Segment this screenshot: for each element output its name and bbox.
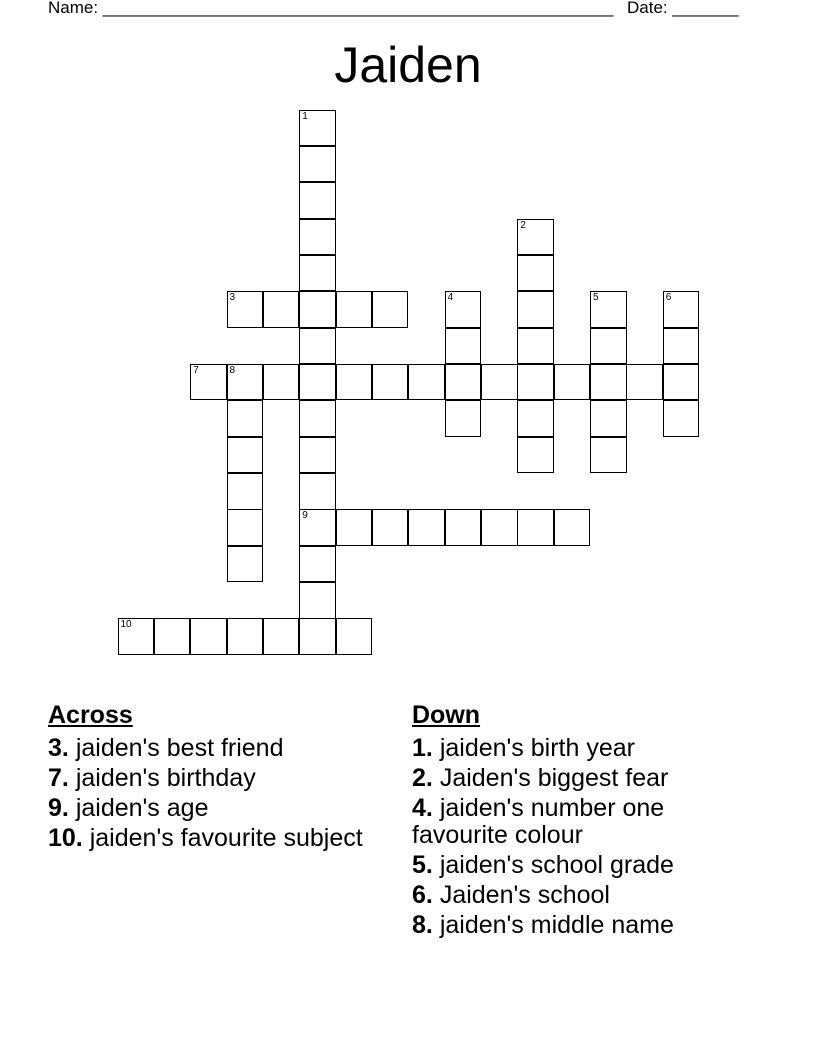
cell-number: 9 xyxy=(302,510,308,522)
grid-cell[interactable] xyxy=(336,291,373,328)
grid-cell[interactable] xyxy=(227,618,264,655)
name-field: Name: ______________________________________________________ xyxy=(48,0,614,17)
cell-number: 7 xyxy=(193,364,199,376)
grid-cell[interactable] xyxy=(626,364,663,401)
grid-cell[interactable] xyxy=(517,291,554,328)
clue-down-8 xyxy=(412,912,742,939)
grid-cell[interactable] xyxy=(299,400,336,437)
grid-cell[interactable] xyxy=(445,291,482,328)
cell-number: 1 xyxy=(302,110,308,122)
grid-cell[interactable] xyxy=(299,618,336,655)
grid-cell[interactable] xyxy=(154,618,191,655)
grid-cell[interactable] xyxy=(299,546,336,583)
cell-number: 2 xyxy=(520,219,526,231)
grid-cell[interactable] xyxy=(517,219,554,256)
cell-number: 6 xyxy=(665,292,672,304)
grid-cell[interactable] xyxy=(227,473,264,510)
grid-cell[interactable] xyxy=(590,291,627,328)
grid-cell[interactable] xyxy=(663,328,700,365)
cell-number: 8 xyxy=(229,364,236,376)
grid-cell[interactable] xyxy=(663,400,700,437)
across-clues xyxy=(48,702,378,855)
cell-number: 5 xyxy=(593,292,599,304)
grid-cell[interactable] xyxy=(481,364,518,401)
grid-cell[interactable] xyxy=(299,291,336,328)
grid-cell[interactable] xyxy=(299,219,336,256)
grid-cell[interactable] xyxy=(372,364,409,401)
grid-cell[interactable] xyxy=(263,364,300,401)
grid-cell[interactable] xyxy=(227,291,264,328)
clue-number: 7. xyxy=(48,764,69,792)
clue-text: jaiden's age xyxy=(75,794,209,822)
grid-cell[interactable] xyxy=(445,364,482,401)
grid-cell[interactable] xyxy=(590,400,627,437)
grid-cell[interactable] xyxy=(227,509,264,546)
clue-number: 4. xyxy=(412,794,433,822)
clue-across-10 xyxy=(48,825,378,852)
clue-number: 5. xyxy=(412,851,433,879)
grid-cell[interactable] xyxy=(299,364,336,401)
cell-number: 4 xyxy=(447,292,454,304)
grid-cell[interactable] xyxy=(299,182,336,219)
grid-cell[interactable] xyxy=(445,328,482,365)
grid-cell[interactable] xyxy=(445,509,482,546)
cell-number: 3 xyxy=(229,292,236,304)
clue-text: Jaiden's biggest fear xyxy=(439,764,669,792)
clue-number: 3. xyxy=(48,734,69,762)
grid-cell[interactable] xyxy=(190,618,227,655)
grid-cell[interactable] xyxy=(517,255,554,292)
grid-cell[interactable] xyxy=(481,509,518,546)
grid-cell[interactable] xyxy=(517,400,554,437)
grid-cell[interactable] xyxy=(445,400,482,437)
clue-down-6 xyxy=(412,882,742,909)
clue-number: 10. xyxy=(48,824,83,852)
grid-cell[interactable] xyxy=(517,364,554,401)
grid-cell[interactable] xyxy=(118,618,155,655)
grid-cell[interactable] xyxy=(299,509,336,546)
grid-cell[interactable] xyxy=(372,509,409,546)
grid-cell[interactable] xyxy=(299,328,336,365)
grid-cell[interactable] xyxy=(663,364,700,401)
grid-cell[interactable] xyxy=(590,437,627,474)
clue-across-7 xyxy=(48,765,378,792)
grid-cell[interactable] xyxy=(408,509,445,546)
clue-down-4 xyxy=(412,795,742,849)
clue-text: jaiden's birth year xyxy=(439,734,635,762)
grid-cell[interactable] xyxy=(517,509,554,546)
grid-cell[interactable] xyxy=(299,582,336,619)
grid-cell[interactable] xyxy=(517,437,554,474)
grid-cell[interactable] xyxy=(299,473,336,510)
grid-cell[interactable] xyxy=(299,110,336,147)
clue-number: 8. xyxy=(412,911,433,939)
clue-text: jaiden's school grade xyxy=(439,851,674,879)
grid-cell[interactable] xyxy=(336,509,373,546)
grid-cell[interactable] xyxy=(227,546,264,583)
clue-number: 1. xyxy=(412,734,433,762)
cell-number: 10 xyxy=(120,619,132,631)
grid-cell[interactable] xyxy=(299,255,336,292)
clue-text: Jaiden's school xyxy=(439,881,610,909)
clue-number: 2. xyxy=(412,764,433,792)
grid-cell[interactable] xyxy=(227,437,264,474)
clue-text: jaiden's favourite subject xyxy=(89,824,363,852)
grid-cell[interactable] xyxy=(299,146,336,183)
grid-cell[interactable] xyxy=(663,291,700,328)
grid-cell[interactable] xyxy=(227,400,264,437)
grid-cell[interactable] xyxy=(408,364,445,401)
down-heading: Down xyxy=(412,701,481,729)
grid-cell[interactable] xyxy=(590,364,627,401)
page-title: Jaiden xyxy=(334,37,482,93)
date-field: Date: _______ xyxy=(627,0,739,17)
clue-text: jaiden's birthday xyxy=(75,764,256,792)
clue-down-1 xyxy=(412,735,742,762)
grid-cell[interactable] xyxy=(554,509,591,546)
grid-cell[interactable] xyxy=(517,328,554,365)
grid-cell[interactable] xyxy=(336,364,373,401)
grid-cell[interactable] xyxy=(263,618,300,655)
grid-cell[interactable] xyxy=(336,618,373,655)
clue-across-3 xyxy=(48,735,378,762)
down-clues xyxy=(412,702,742,942)
grid-cell[interactable] xyxy=(372,291,409,328)
clue-text: jaiden's number one favourite colour xyxy=(412,794,665,849)
grid-cell[interactable] xyxy=(227,364,264,401)
clue-across-9 xyxy=(48,795,378,822)
grid-cell[interactable] xyxy=(299,437,336,474)
clue-down-2 xyxy=(412,765,742,792)
grid-cell[interactable] xyxy=(263,291,300,328)
clue-number: 9. xyxy=(48,794,69,822)
clue-text: jaiden's middle name xyxy=(439,911,674,939)
grid-cell[interactable] xyxy=(190,364,227,401)
clue-text: jaiden's best friend xyxy=(75,734,284,762)
across-heading: Across xyxy=(48,701,133,729)
grid-cell[interactable] xyxy=(554,364,591,401)
clue-number: 6. xyxy=(412,881,433,909)
grid-cell[interactable] xyxy=(590,328,627,365)
clue-down-5 xyxy=(412,852,742,879)
